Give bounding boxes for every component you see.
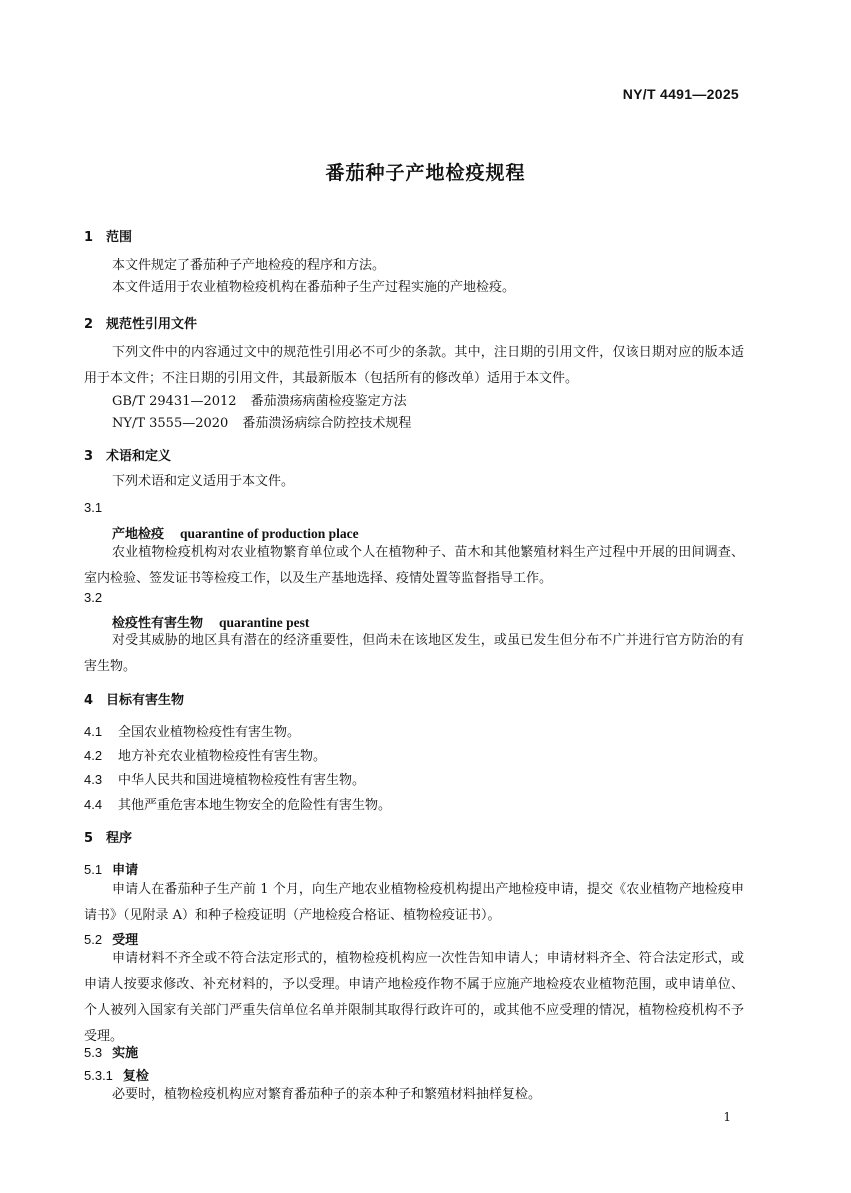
item-number: 4.4: [84, 797, 103, 812]
list-item: [84, 769, 365, 788]
section-title: 术语和定义: [106, 449, 172, 464]
subsection-number: 5.3.1: [84, 1068, 113, 1083]
document-title: 番茄种子产地检疫规程: [325, 162, 526, 184]
item-text: 地方补充农业植物检疫性有害生物。: [118, 749, 327, 764]
subsection-5-2-paragraph: 申请材料不齐全或不符合法定形式的，植物检疫机构应一次性告知申请人；申请材料齐全、符合法定形式，或申请人按要求修改、补充材料的，予以受理。申请产地检疫作物不属于应施产地检疫农业植物范围，或申请单位、个人被列入国家有关部门严重失信单位名单并限制其取得行政许可的，或其他不应受理的情况，植物检疫机构不予受理。: [84, 951, 744, 1044]
subsection-title: 实施: [112, 1046, 139, 1061]
term-en: quarantine of production place: [180, 526, 359, 541]
standard-code: NY/T 4491—2025: [622, 86, 739, 102]
section-number: 1: [84, 230, 94, 245]
term-en: quarantine pest: [219, 615, 310, 630]
item-number: 4.2: [84, 748, 103, 763]
section-number: 5: [84, 831, 94, 846]
item-number: 4.3: [84, 772, 103, 787]
section-number: 2: [84, 317, 94, 332]
reference-name: 番茄溃疡病菌检疫鉴定方法: [250, 394, 407, 409]
reference-name: 番茄溃汤病综合防控技术规程: [242, 416, 412, 431]
item-text: 中华人民共和国进境植物检疫性有害生物。: [118, 773, 366, 788]
reference-1: [112, 390, 407, 409]
item-number: 4.1: [84, 724, 103, 739]
subsection-number: 5.3: [84, 1045, 103, 1060]
section-1-paragraph-2: 本文件适用于农业植物检疫机构在番茄种子生产过程实施的产地检疫。: [112, 280, 516, 295]
section-title: 程序: [106, 831, 133, 846]
subsection-number: 5.1: [84, 862, 103, 877]
term-definition: 对受其威胁的地区具有潜在的经济重要性，但尚未在该地区发生，或虽已发生但分布不广并进行官方防治的有害生物。: [84, 633, 744, 674]
subsection-5-1-heading: [84, 859, 138, 878]
term-zh: 检疫性有害生物: [112, 616, 204, 631]
subsection-5-1-paragraph: 申请人在番茄种子生产前 1 个月，向生产地农业植物检疫机构提出产地检疫申请，提交《农业植物产地检疫申请书》（见附录 A）和种子检疫证明（产地检疫合格证、植物检疫证书）。: [84, 882, 744, 923]
subsection-title: 申请: [112, 863, 139, 878]
term-zh: 产地检疫: [112, 527, 165, 542]
subsection-5-3-heading: [84, 1042, 138, 1061]
list-item: [84, 745, 326, 764]
item-text: 全国农业植物检疫性有害生物。: [118, 725, 301, 740]
term-number: 3.2: [84, 590, 103, 605]
section-2-heading: [84, 313, 197, 332]
section-5-heading: [84, 827, 132, 846]
subsection-title: 复检: [122, 1069, 149, 1084]
section-number: 3: [84, 449, 94, 464]
section-1-paragraph-1: 本文件规定了番茄种子产地检疫的程序和方法。: [112, 258, 386, 273]
section-title: 范围: [106, 230, 133, 245]
section-title: 规范性引用文件: [106, 317, 198, 332]
subsection-number: 5.2: [84, 932, 103, 947]
subsection-title: 受理: [112, 933, 139, 948]
section-3-heading: [84, 445, 171, 464]
page-number: 1: [723, 1110, 731, 1124]
list-item: [84, 794, 391, 813]
reference-code: NY/T 3555—2020: [112, 416, 229, 431]
term-definition: 农业植物检疫机构对农业植物繁育单位或个人在植物种子、苗木和其他繁殖材料生产过程中开展的田间调查、室内检验、签发证书等检疫工作，以及生产基地选择、疫情处置等监督指导工作。: [84, 545, 744, 586]
reference-code: GB/T 29431—2012: [112, 394, 237, 409]
section-3-paragraph: 下列术语和定义适用于本文件。: [112, 474, 295, 489]
subsection-5-3-1-paragraph: 必要时，植物检疫机构应对繁育番茄种子的亲本种子和繁殖材料抽样复检。: [112, 1087, 542, 1102]
reference-2: [112, 412, 411, 431]
section-title: 目标有害生物: [106, 693, 185, 708]
section-4-heading: [84, 689, 184, 708]
list-item: [84, 721, 300, 740]
item-text: 其他严重危害本地生物安全的危险性有害生物。: [118, 798, 392, 813]
section-1-heading: [84, 226, 132, 245]
section-2-paragraph: 下列文件中的内容通过文中的规范性引用必不可少的条款。其中，注日期的引用文件，仅该日期对应的版本适用于本文件；不注日期的引用文件，其最新版本（包括所有的修改单）适用于本文件。: [84, 345, 744, 386]
term-number: 3.1: [84, 500, 103, 515]
section-number: 4: [84, 693, 94, 708]
